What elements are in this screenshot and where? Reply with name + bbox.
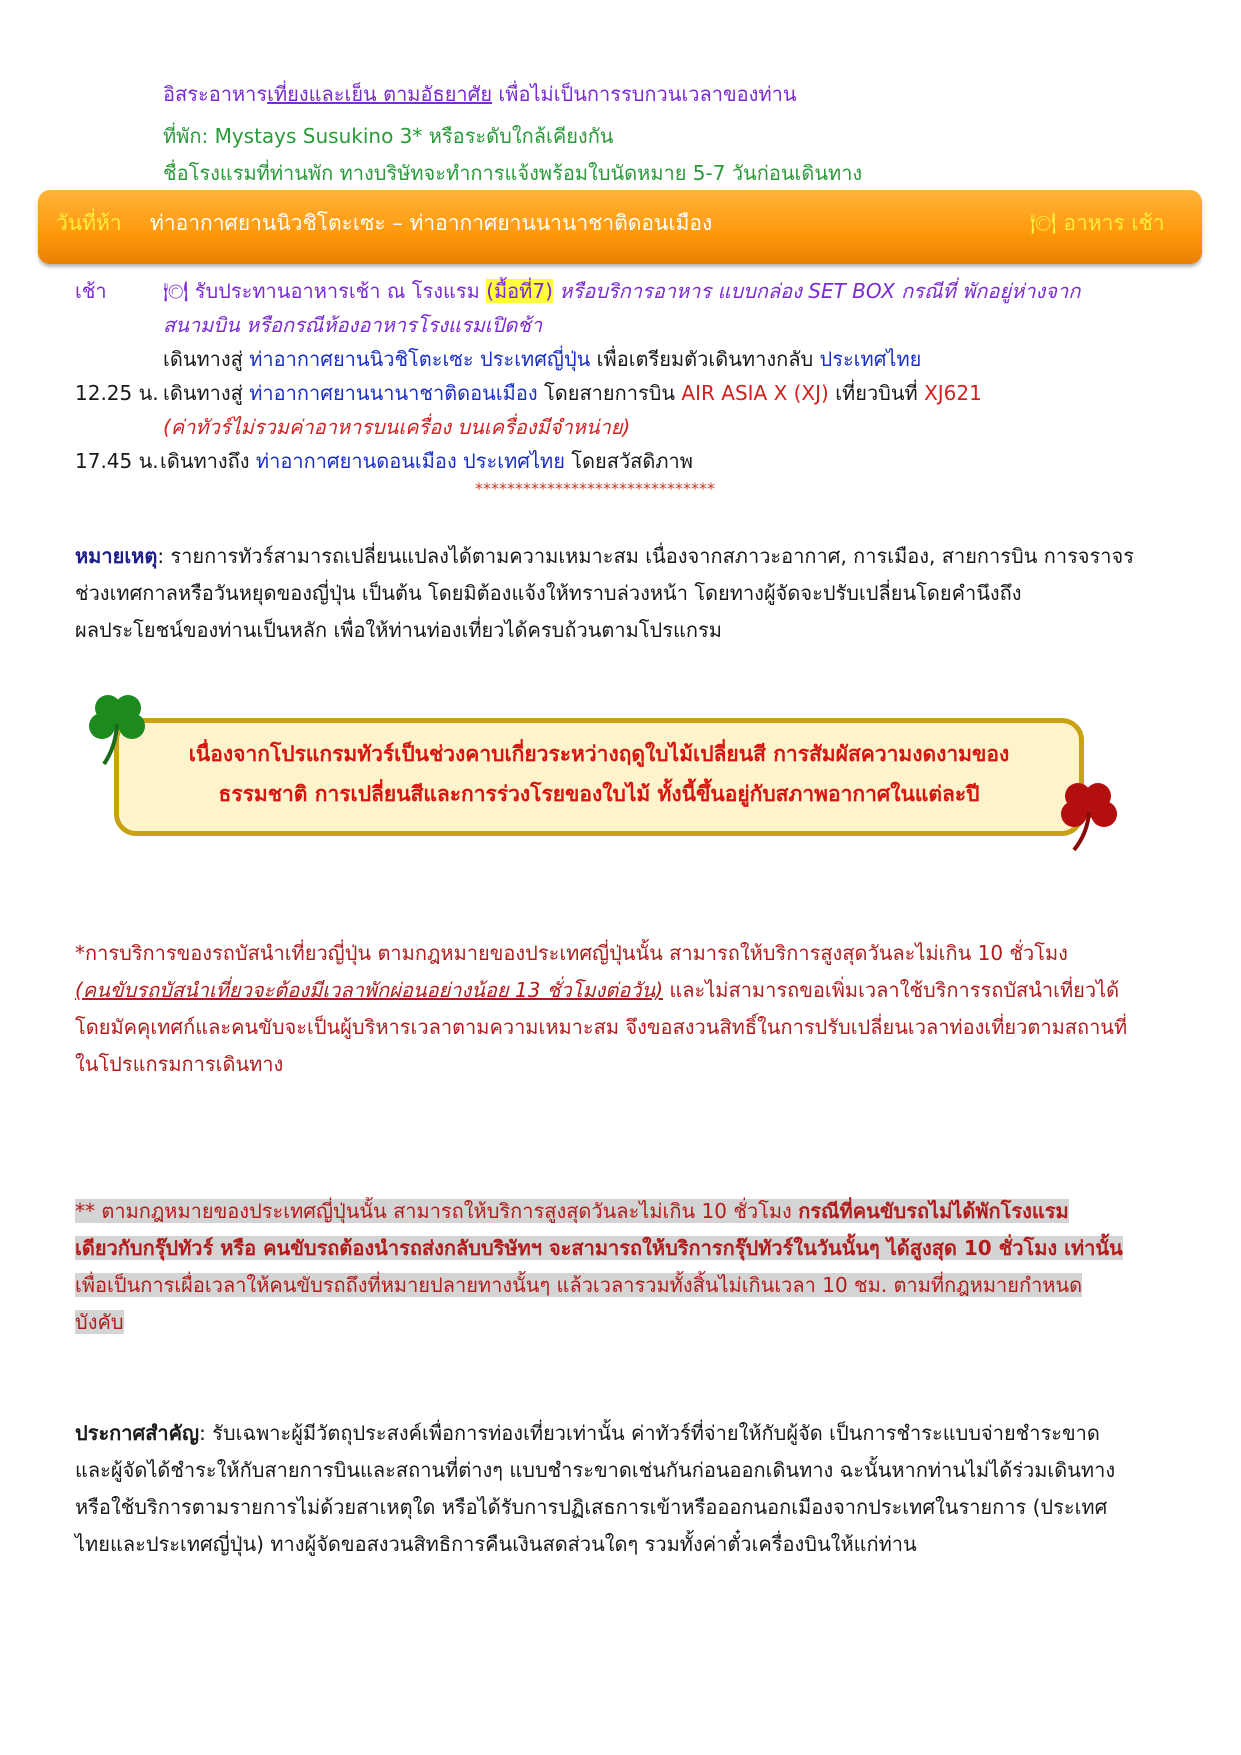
- bus-rule-line-3: โดยมัคคุเทศก์และคนขับจะเป็นผู้บริหารเวลาตามความเหมาะสม จึงขอสงวนสิทธิ์ในการปรับเปลี่ยนเวลาท่องเที่ยวตามสถานที่: [75, 1015, 1128, 1039]
- law-paragraph: [75, 1193, 1167, 1341]
- travel-airport: ท่าอากาศยานนิวชิโตะเซะ ประเทศญี่ปุ่น: [249, 347, 591, 371]
- day-route: ท่าอากาศยานนิวชิโตะเซะ – ท่าอากาศยานนานาชาติดอนเมือง: [150, 211, 713, 235]
- breakfast-line-2: สนามบิน หรือกรณีห้องอาหารโรงแรมเปิดช้า: [163, 313, 543, 337]
- announcement-line-4: ไทยและประเทศญี่ปุ่น) ทางผู้จัดขอสงวนสิทธิการคืนเงินสดส่วนใดๆ รวมทั้งค่าตั๋วเครื่องบินให้แก่ท่าน: [75, 1532, 917, 1556]
- bus-rule-line-2: และไม่สามารถขอเพิ่มเวลาใช้บริการรถบัสนำเที่ยวได้: [663, 978, 1120, 1002]
- law-line-1: ** ตามกฎหมายของประเทศญี่ปุ่นนั้น สามารถให้บริการสูงสุดวันละไม่เกิน 10 ชั่วโมง: [75, 1199, 799, 1223]
- flight-text: เดินทางสู่: [163, 381, 250, 405]
- stars-divider: ******************************: [475, 479, 715, 498]
- bus-rule-rest-note: (คนขับรถบัสนำเที่ยวจะต้องมีเวลาพักผ่อนอย่างน้อย 13 ชั่วโมงต่อวัน): [75, 978, 663, 1002]
- breakfast-line: [163, 275, 1080, 307]
- flight-number: XJ621: [924, 381, 982, 405]
- day-meals: 🍽 อาหาร เช้า: [1030, 211, 1165, 235]
- free-meal-tail: เพื่อไม่เป็นการรบกวนเวลาของท่าน: [492, 82, 797, 106]
- flight-airline-label: โดยสายการบิน: [537, 381, 682, 405]
- flight-time: 12.25 น.: [75, 381, 159, 405]
- free-meal-line: [163, 78, 797, 110]
- flight-airline: AIR ASIA X (XJ): [681, 381, 829, 405]
- remark-paragraph: [75, 538, 1167, 649]
- flight-note: (ค่าทัวร์ไม่รวมค่าอาหารบนเครื่อง บนเครื่องมีจำหน่าย): [163, 415, 631, 439]
- day-header-bar: [38, 190, 1202, 264]
- hotel-notice-line: ชื่อโรงแรมที่ท่านพัก ทางบริษัทจะทำการแจ้งพร้อมใบนัดหมาย 5-7 วันก่อนเดินทาง: [163, 161, 863, 185]
- flight-number-label: เที่ยวบินที่: [828, 381, 925, 405]
- law-line-1-bold: กรณีที่คนขับรถไม่ได้พักโรงแรม: [798, 1199, 1069, 1223]
- law-line-2: เดียวกับกรุ๊ปทัวร์ หรือ คนขับรถต้องนำรถส่งกลับบริษัทฯ จะสามารถให้บริการกรุ๊ปทัวร์ในวันนั้นๆ ได้สูงสุด 10 ชั่วโมง เท่านั้น: [75, 1236, 1123, 1260]
- announcement-line-3: หรือใช้บริการตามรายการไม่ด้วยสาเหตุใด หรือได้รับการปฏิเสธการเข้าหรือออกนอกเมืองจากประเทศในรายการ (ประเทศ: [75, 1495, 1108, 1519]
- law-line-3: เพื่อเป็นการเผื่อเวลาให้คนขับรถถึงที่หมายปลายทางนั้นๆ แล้วเวลารวมทั้งสิ้นไม่เกินเวลา 10 ชม. ตามที่กฎหมายกำหนด: [75, 1273, 1083, 1297]
- hotel-line: ที่พัก: Mystays Susukino 3* หรือระดับใกล้เคียงกัน: [163, 124, 614, 148]
- announcement-line-2: และผู้จัดได้ชำระให้กับสายการบินและสถานที่ต่างๆ แบบชำระขาดเช่นกันก่อนออกเดินทาง ฉะนั้นหากท่านไม่ได้ร่วมเดินทาง: [75, 1458, 1116, 1482]
- travel-purpose: เพื่อเตรียมตัวเดินทางกลับ: [590, 347, 820, 371]
- free-meal-underlined: เที่ยงและเย็น ตามอัธยาศัย: [267, 82, 493, 106]
- free-meal-text: อิสระอาหาร: [163, 82, 268, 106]
- travel-country: ประเทศไทย: [819, 347, 922, 371]
- law-line-4: บังคับ: [75, 1310, 124, 1334]
- notice-line-2: ธรรมชาติ การเปลี่ยนสีและการร่วงโรยของใบไม้ ทั้งนี้ขึ้นอยู่กับสภาพอากาศในแต่ละปี: [218, 782, 980, 806]
- breakfast-setbox: หรือบริการอาหาร แบบกล่อง SET BOX กรณีที่ พักอยู่ห่างจาก: [552, 279, 1081, 303]
- green-clover-icon: [86, 690, 152, 766]
- day-label: วันที่ห้า: [56, 211, 122, 235]
- arrive-line: [160, 445, 693, 477]
- bus-rule-line-1: *การบริการของรถบัสนำเที่ยวญี่ปุ่น ตามกฎหมายของประเทศญี่ปุ่นนั้น สามารถให้บริการสูงสุดวันละไม่เกิน 10 ชั่วโมง: [75, 941, 1068, 965]
- flight-airport: ท่าอากาศยานนานาชาติดอนเมือง: [249, 381, 538, 405]
- remark-line-2: ช่วงเทศกาลหรือวันหยุดของญี่ปุ่น เป็นต้น โดยมิต้องแจ้งให้ทราบล่วงหน้า โดยทางผู้จัดจะปรับเปลี่ยนโดยคำนึงถึง: [75, 581, 1022, 605]
- arrive-airport: ท่าอากาศยานดอนเมือง ประเทศไทย: [255, 449, 565, 473]
- announcement-line-1: : รับเฉพาะผู้มีวัตถุประสงค์เพื่อการท่องเที่ยวเท่านั้น ค่าทัวร์ที่จ่ายให้กับผู้จัด เป็นการชำระแบบจ่ายชำระขาด: [199, 1421, 1100, 1445]
- arrive-text: เดินทางถึง: [160, 449, 256, 473]
- breakfast-text: 🍽 รับประทานอาหารเช้า ณ โรงแรม: [163, 279, 487, 303]
- announcement-paragraph: [75, 1415, 1167, 1563]
- remark-label: หมายเหตุ: [75, 544, 158, 568]
- flight-line: [163, 377, 982, 409]
- arrive-tail: โดยสวัสดิภาพ: [564, 449, 693, 473]
- autumn-notice-box: [114, 718, 1084, 836]
- morning-time: เช้า: [75, 279, 107, 303]
- arrive-time: 17.45 น.: [75, 449, 159, 473]
- travel-line: [163, 343, 921, 375]
- remark-line-1: : รายการทัวร์สามารถเปลี่ยนแปลงได้ตามความเหมาะสม เนื่องจากสภาวะอากาศ, การเมือง, สายการบิน การจราจร: [157, 544, 1134, 568]
- meal-number-badge: (มื้อที่7): [486, 279, 553, 303]
- bus-rule-line-4: ในโปรแกรมการเดินทาง: [75, 1052, 284, 1076]
- travel-text: เดินทางสู่: [163, 347, 250, 371]
- bus-rule-paragraph: [75, 935, 1167, 1083]
- remark-line-3: ผลประโยชน์ของท่านเป็นหลัก เพื่อให้ท่านท่องเที่ยวได้ครบถ้วนตามโปรแกรม: [75, 618, 722, 642]
- notice-line-1: เนื่องจากโปรแกรมทัวร์เป็นช่วงคาบเกี่ยวระหว่างฤดูใบไม้เปลี่ยนสี การสัมผัสความงดงามของ: [188, 742, 1010, 766]
- announcement-label: ประกาศสำคัญ: [75, 1421, 200, 1445]
- red-clover-icon: [1058, 778, 1122, 852]
